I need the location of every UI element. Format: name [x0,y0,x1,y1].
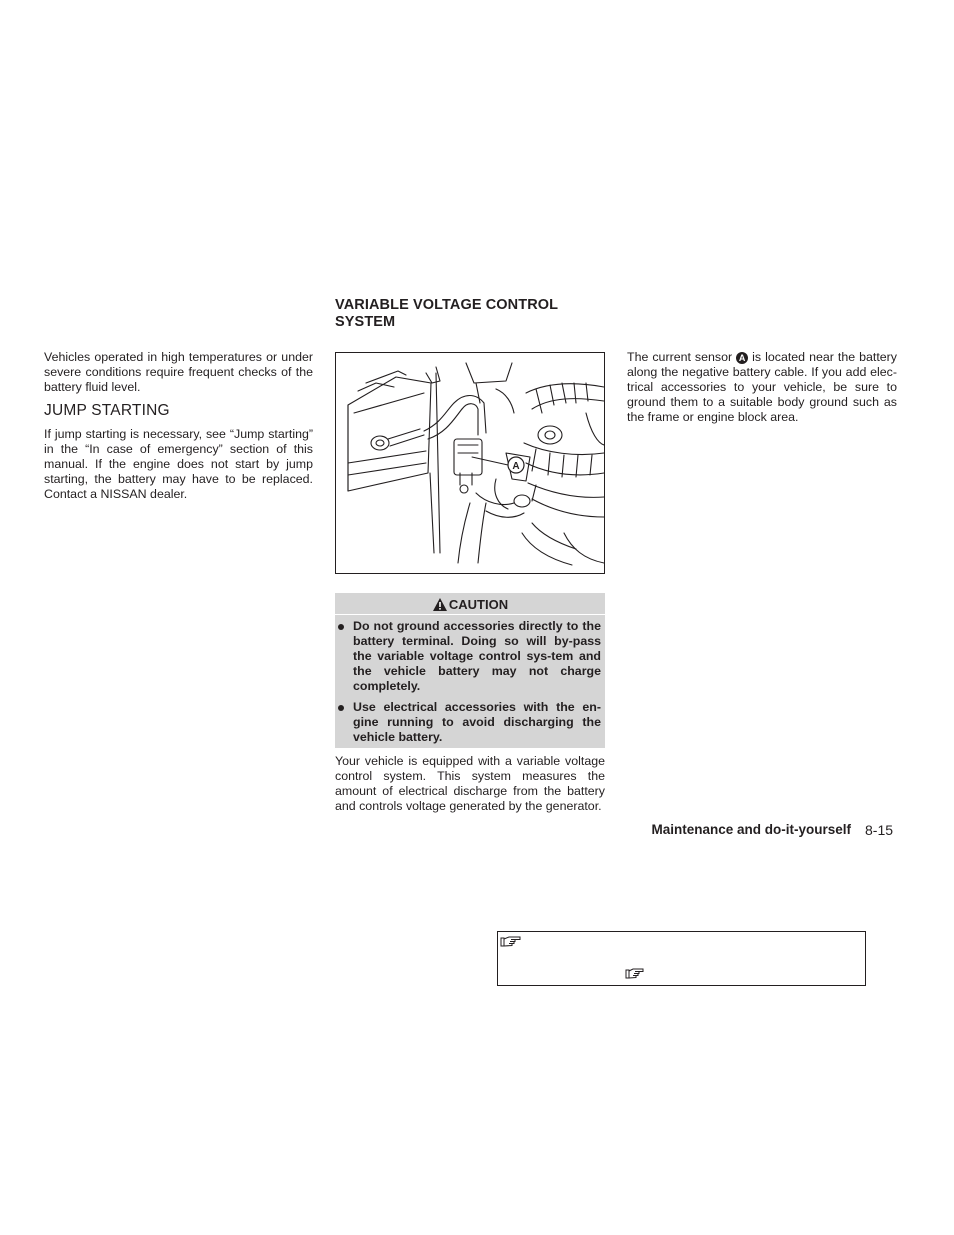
battery-fluid-paragraph: Vehicles operated in high temperatures or under severe conditions require frequent checks of the battery fluid level. [44,350,313,394]
reference-box [497,931,866,986]
callout-a-icon: A [736,352,748,364]
section-heading-line1: VARIABLE VOLTAGE CONTROL [335,297,559,313]
caution-label: CAUTION [448,597,509,612]
warning-triangle-icon [432,597,448,612]
section-heading-line2: SYSTEM [335,313,396,330]
caution-item [335,700,601,745]
section-heading [335,297,558,330]
jump-starting-paragraph: If jump starting is necessary, see “Jump starting” in the “In case of emergency” section of this manual. If the engine does not start by jump starting, the battery may have to be replaced. Contact a NISSAN dealer. [44,427,313,501]
jump-starting-heading: JUMP STARTING [44,402,170,419]
pointing-hand-icon [625,967,645,980]
current-sensor-text-end: is located near the battery along the negative battery cable. If you add elec-trical accessories to your vehicle, be sure to ground them to a suitable body ground such as the frame or engine block area. [627,350,897,424]
caution-box [335,593,605,748]
current-sensor-text-start: The current sensor [627,350,733,364]
variable-voltage-paragraph: Your vehicle is equipped with a variable voltage control system. This system measures the amount of electrical discharge from the battery and controls voltage generated by the generator. [335,754,605,813]
caution-item [335,619,601,694]
footer-section-label: Maintenance and do-it-yourself [651,822,851,837]
bullet-icon [338,624,344,630]
page-number: 8-15 [865,822,894,838]
bullet-icon [338,705,344,711]
caution-item-text: Use electrical accessories with the en-gine running to avoid discharging the vehicle battery. [353,700,601,744]
figure-callout-a: A [512,461,520,472]
current-sensor-paragraph [627,350,897,425]
caution-item-text: Do not ground accessories directly to the battery terminal. Doing so will by-pass the variable voltage control sys-tem and the vehicle battery may not charge completely. [353,619,601,693]
battery-current-sensor-illustration [335,352,605,574]
pointing-hand-icon [500,934,522,948]
caution-header [335,593,605,615]
